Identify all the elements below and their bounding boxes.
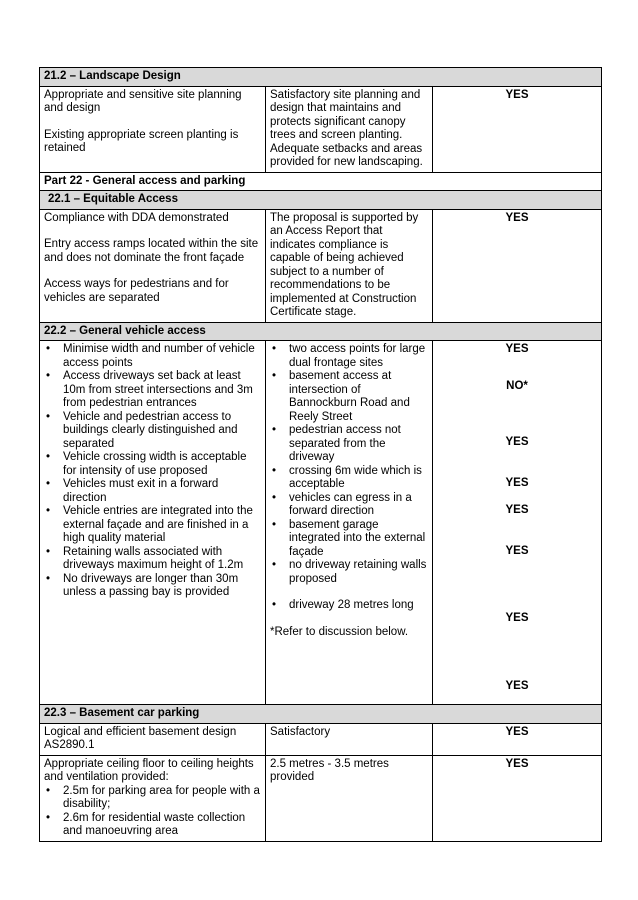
section-title: 21.2 – Landscape Design [40,68,602,87]
section-title: 22.1 – Equitable Access [40,191,602,210]
list-item: • basement access at intersection of Bannockburn Road and Reely Street [270,370,428,424]
compliance-value: YES [505,504,529,516]
list-item: • no driveway retaining walls proposed [270,559,428,586]
section-title: 22.3 – Basement car parking [40,705,602,724]
section-header-22-2 [40,322,602,341]
table-row [40,755,602,841]
requirement-cell: Logical and efficient basement design AS2890.1 [40,723,266,755]
compliance-cell: YES [433,209,602,322]
compliance-value: YES [505,612,529,624]
list-item: • driveway 28 metres long [270,599,428,613]
list-item: • crossing 6m wide which is acceptable [270,465,428,492]
requirement-text: Access ways for pedestrians and for vehicles are separated [44,278,229,304]
list-item: • Vehicles must exit in a forward direction [44,478,261,505]
list-item: • vehicles can egress in a forward direction [270,492,428,519]
assessment-cell: 2.5 metres - 3.5 metres provided [266,755,433,841]
assessment-cell: The proposal is supported by an Access Report that indicates compliance is capable of being achieved subject to a number of recommendations to be implemented at Construction Certificate stage. [266,209,433,322]
list-item: • No driveways are longer than 30m unless a passing bay is provided [44,573,261,600]
section-header-22-3 [40,705,602,724]
discussion-note: *Refer to discussion below. [270,625,409,638]
part-title: Part 22 - General access and parking [40,172,602,191]
table-row [40,341,602,705]
assessment-list [270,343,428,613]
part-header-22 [40,172,602,191]
compliance-value: YES [505,477,529,489]
requirement-text: Existing appropriate screen planting is retained [44,128,239,154]
list-item: • Access driveways set back at least 10m from street intersections and 3m from pedestrian entrances [44,370,261,411]
compliance-value: YES [505,680,529,692]
requirement-text: Appropriate and sensitive site planning and design [44,88,242,114]
list-item: • Vehicle crossing width is acceptable for intensity of use proposed [44,451,261,478]
requirement-text: Entry access ramps located within the site and does not dominate the front façade [44,238,259,264]
compliance-value: YES [505,545,529,557]
compliance-cell: YES [433,723,602,755]
list-item: • pedestrian access not separated from the driveway [270,424,428,465]
section-header-22-1 [40,191,602,210]
assessment-cell: Satisfactory site planning and design that maintains and protects significant canopy trees and screen planting. Adequate setbacks and areas provided for new landscaping. [266,86,433,172]
section-title: 22.2 – General vehicle access [40,322,602,341]
requirement-text: Compliance with DDA demonstrated [44,211,229,224]
list-item: • Vehicle entries are integrated into the external façade and are finished in a high quality material [44,505,261,546]
list-item: • Retaining walls associated with driveways maximum height of 1.2m [44,546,261,573]
requirement-cell [40,86,266,172]
compliance-table [39,67,602,842]
assessment-cell: Satisfactory [266,723,433,755]
requirement-text: Appropriate ceiling floor to ceiling heights and ventilation provided: [44,757,254,783]
section-header-21-2 [40,68,602,87]
table-row [40,723,602,755]
list-item: • basement garage integrated into the external façade [270,519,428,560]
requirement-list [44,785,261,839]
assessment-cell [266,341,433,705]
compliance-value: YES [505,343,529,355]
requirement-list [44,343,261,600]
compliance-value: YES [505,436,529,448]
list-item: • Minimise width and number of vehicle access points [44,343,261,370]
list-item: • two access points for large dual frontage sites [270,343,428,370]
compliance-value: NO* [506,380,528,392]
compliance-cell: YES [433,86,602,172]
list-item: • Vehicle and pedestrian access to buildings clearly distinguished and separated [44,411,261,452]
compliance-cell [433,341,602,705]
list-item: • 2.6m for residential waste collection and manoeuvring area [44,812,261,839]
compliance-cell: YES [433,755,602,841]
requirement-cell [40,341,266,705]
requirement-cell [40,209,266,322]
list-item: • 2.5m for parking area for people with a disability; [44,785,261,812]
table-row [40,209,602,322]
requirement-cell [40,755,266,841]
table-row [40,86,602,172]
